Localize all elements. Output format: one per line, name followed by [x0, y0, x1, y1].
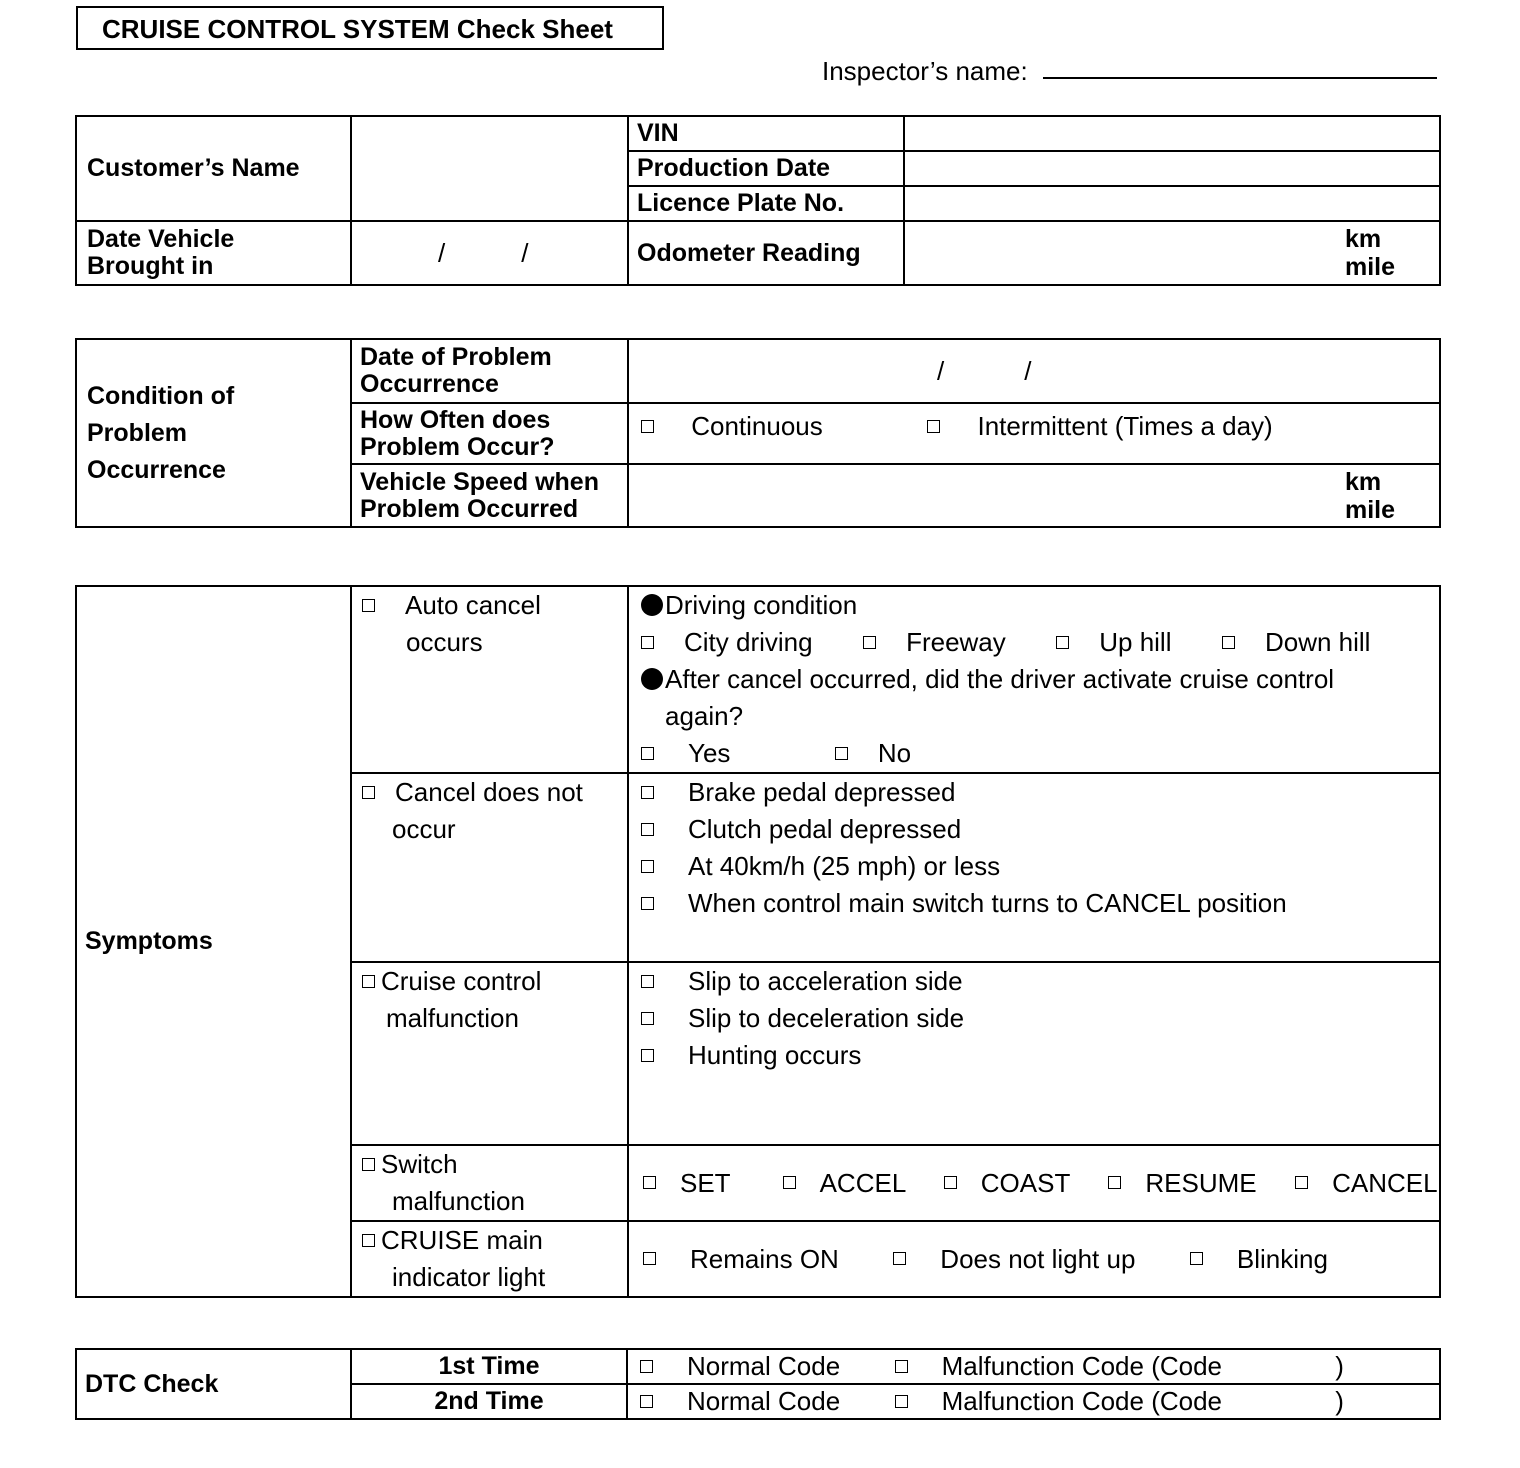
freeway-label: Freeway	[906, 627, 1006, 657]
odometer-label: Odometer Reading	[628, 221, 904, 285]
malfunction-cell	[351, 962, 628, 1145]
second-normal-label: Normal Code	[687, 1386, 841, 1416]
cancel-position-label: When control main switch turns to CANCEL position	[688, 888, 1287, 918]
auto-cancel-checkbox[interactable]	[362, 599, 375, 612]
date-separator: /	[937, 355, 945, 386]
continuous-checkbox[interactable]	[641, 420, 654, 433]
second-normal-checkbox[interactable]	[640, 1395, 653, 1408]
bullet-icon	[641, 594, 663, 616]
slip-accel-label: Slip to acceleration side	[688, 966, 963, 996]
resume-label: RESUME	[1145, 1167, 1257, 1198]
licence-plate-label: Licence Plate No.	[628, 186, 904, 221]
unit-mile: mile	[1345, 253, 1396, 281]
speed-field[interactable]	[628, 464, 1440, 527]
first-code-close: )	[1335, 1351, 1344, 1381]
brake-checkbox[interactable]	[641, 786, 654, 799]
reactivate-question-line1: After cancel occurred, did the driver activate cruise control	[665, 664, 1335, 694]
second-time-options	[627, 1384, 1440, 1419]
problem-date-line2: Occurrence	[360, 370, 499, 398]
intermittent-checkbox[interactable]	[927, 420, 940, 433]
odometer-field[interactable]	[904, 221, 1440, 285]
no-label: No	[877, 738, 912, 768]
inspector-name-field[interactable]	[1043, 77, 1437, 79]
first-normal-label: Normal Code	[687, 1351, 841, 1381]
uphill-checkbox[interactable]	[1056, 636, 1069, 649]
cancel-checkbox[interactable]	[1295, 1176, 1308, 1189]
city-driving-label: City driving	[684, 627, 813, 657]
switch-details	[628, 1145, 1440, 1221]
cancel-not-details	[628, 773, 1440, 962]
slip-accel-checkbox[interactable]	[641, 975, 654, 988]
switch-line1: Switch	[381, 1149, 458, 1179]
condition-section-label	[76, 339, 351, 527]
speed-line2: Problem Occurred	[360, 494, 579, 523]
condition-label-line2: Problem	[87, 418, 188, 447]
condition-label-line1: Condition of	[87, 381, 235, 410]
reactivate-question-line2: again?	[665, 701, 744, 731]
licence-plate-field[interactable]	[904, 186, 1440, 221]
yes-label: Yes	[688, 738, 731, 768]
switch-line2: malfunction	[392, 1186, 525, 1216]
date-brought-in-label	[76, 221, 351, 285]
first-time-options	[627, 1349, 1440, 1384]
how-often-line1: How Often does	[360, 405, 551, 434]
first-malfunction-checkbox[interactable]	[895, 1360, 908, 1373]
cancel-position-checkbox[interactable]	[641, 897, 654, 910]
date-brought-in-line1: Date Vehicle	[87, 225, 235, 253]
cancel-label: CANCEL	[1332, 1167, 1438, 1198]
not-light-checkbox[interactable]	[893, 1252, 906, 1265]
driving-condition-label: Driving condition	[665, 590, 858, 620]
dtc-label: DTC Check	[76, 1349, 351, 1419]
switch-checkbox[interactable]	[362, 1158, 375, 1171]
indicator-cell	[351, 1221, 628, 1297]
speed-line1: Vehicle Speed when	[360, 467, 599, 496]
cancel-not-line1: Cancel does not	[395, 777, 583, 807]
speed-label	[351, 464, 628, 527]
low-speed-label: At 40km/h (25 mph) or less	[688, 851, 1001, 881]
date-brought-in-line2: Brought in	[87, 252, 214, 280]
date-brought-in-field[interactable]	[351, 221, 628, 285]
downhill-label: Down hill	[1264, 627, 1371, 657]
continuous-label: Continuous	[691, 411, 823, 441]
date-separator: /	[521, 237, 529, 268]
indicator-details	[628, 1221, 1440, 1297]
bullet-icon	[641, 668, 663, 690]
set-label: SET	[680, 1167, 731, 1198]
clutch-checkbox[interactable]	[641, 823, 654, 836]
no-checkbox[interactable]	[835, 747, 848, 760]
indicator-line1: CRUISE main	[381, 1225, 543, 1255]
hunting-label: Hunting occurs	[688, 1040, 862, 1070]
malfunction-line1: Cruise control	[381, 966, 542, 996]
how-often-label	[351, 403, 628, 464]
slip-decel-label: Slip to deceleration side	[688, 1003, 965, 1033]
inspector-name-label: Inspector’s name:	[822, 56, 1028, 86]
switch-cell	[351, 1145, 628, 1221]
malfunction-checkbox[interactable]	[362, 975, 375, 988]
resume-checkbox[interactable]	[1108, 1176, 1121, 1189]
coast-checkbox[interactable]	[944, 1176, 957, 1189]
first-malfunction-label: Malfunction Code (Code	[941, 1351, 1223, 1381]
first-time-label: 1st Time	[351, 1349, 627, 1384]
vin-label: VIN	[628, 116, 904, 151]
slip-decel-checkbox[interactable]	[641, 1012, 654, 1025]
how-often-line2: Problem Occur?	[360, 432, 555, 461]
city-driving-checkbox[interactable]	[641, 636, 654, 649]
customer-name-label: Customer’s Name	[76, 116, 351, 221]
cancel-not-line2: occur	[392, 814, 456, 844]
accel-checkbox[interactable]	[783, 1176, 796, 1189]
not-light-label: Does not light up	[940, 1243, 1136, 1274]
blinking-label: Blinking	[1236, 1243, 1328, 1274]
condition-table	[75, 338, 1441, 528]
intermittent-label: Intermittent (Times a day)	[977, 411, 1273, 441]
auto-cancel-line2: occurs	[406, 627, 483, 657]
second-malfunction-checkbox[interactable]	[895, 1395, 908, 1408]
how-often-options	[628, 403, 1440, 464]
problem-date-line1: Date of Problem	[360, 343, 552, 371]
downhill-checkbox[interactable]	[1222, 636, 1235, 649]
low-speed-checkbox[interactable]	[641, 860, 654, 873]
sheet-title: CRUISE CONTROL SYSTEM Check Sheet	[76, 6, 664, 50]
auto-cancel-cell	[351, 586, 628, 773]
vehicle-info-table	[75, 115, 1441, 286]
customer-name-field[interactable]	[351, 116, 628, 221]
unit-km: km	[1345, 467, 1382, 496]
second-malfunction-label: Malfunction Code (Code	[941, 1386, 1223, 1416]
vin-field[interactable]	[904, 116, 1440, 151]
production-date-field[interactable]	[904, 151, 1440, 186]
cancel-not-cell	[351, 773, 628, 962]
cancel-not-checkbox[interactable]	[362, 786, 375, 799]
remains-on-checkbox[interactable]	[643, 1252, 656, 1265]
malfunction-line2: malfunction	[386, 1003, 519, 1033]
hunting-checkbox[interactable]	[641, 1049, 654, 1062]
unit-mile: mile	[1345, 495, 1396, 524]
problem-date-label	[351, 339, 628, 403]
yes-checkbox[interactable]	[641, 747, 654, 760]
problem-date-field[interactable]	[628, 339, 1440, 403]
accel-label: ACCEL	[819, 1167, 906, 1198]
remains-on-label: Remains ON	[690, 1243, 839, 1274]
date-separator: /	[1024, 355, 1032, 386]
auto-cancel-line1: Auto cancel	[405, 590, 541, 620]
coast-label: COAST	[980, 1167, 1070, 1198]
dtc-table	[75, 1348, 1441, 1420]
date-separator: /	[438, 237, 446, 268]
uphill-label: Up hill	[1099, 627, 1172, 657]
malfunction-details	[628, 962, 1440, 1145]
clutch-label: Clutch pedal depressed	[688, 814, 962, 844]
freeway-checkbox[interactable]	[863, 636, 876, 649]
second-code-close: )	[1335, 1386, 1344, 1416]
blinking-checkbox[interactable]	[1190, 1252, 1203, 1265]
brake-label: Brake pedal depressed	[688, 777, 956, 807]
unit-km: km	[1345, 225, 1382, 253]
first-normal-checkbox[interactable]	[640, 1360, 653, 1373]
second-time-label: 2nd Time	[351, 1384, 627, 1419]
symptoms-table	[75, 585, 1441, 1298]
production-date-label: Production Date	[628, 151, 904, 186]
auto-cancel-details	[628, 586, 1440, 773]
indicator-line2: indicator light	[392, 1262, 546, 1292]
set-checkbox[interactable]	[643, 1176, 656, 1189]
condition-label-line3: Occurrence	[87, 455, 226, 484]
symptoms-label: Symptoms	[76, 586, 351, 1297]
indicator-checkbox[interactable]	[362, 1234, 375, 1247]
